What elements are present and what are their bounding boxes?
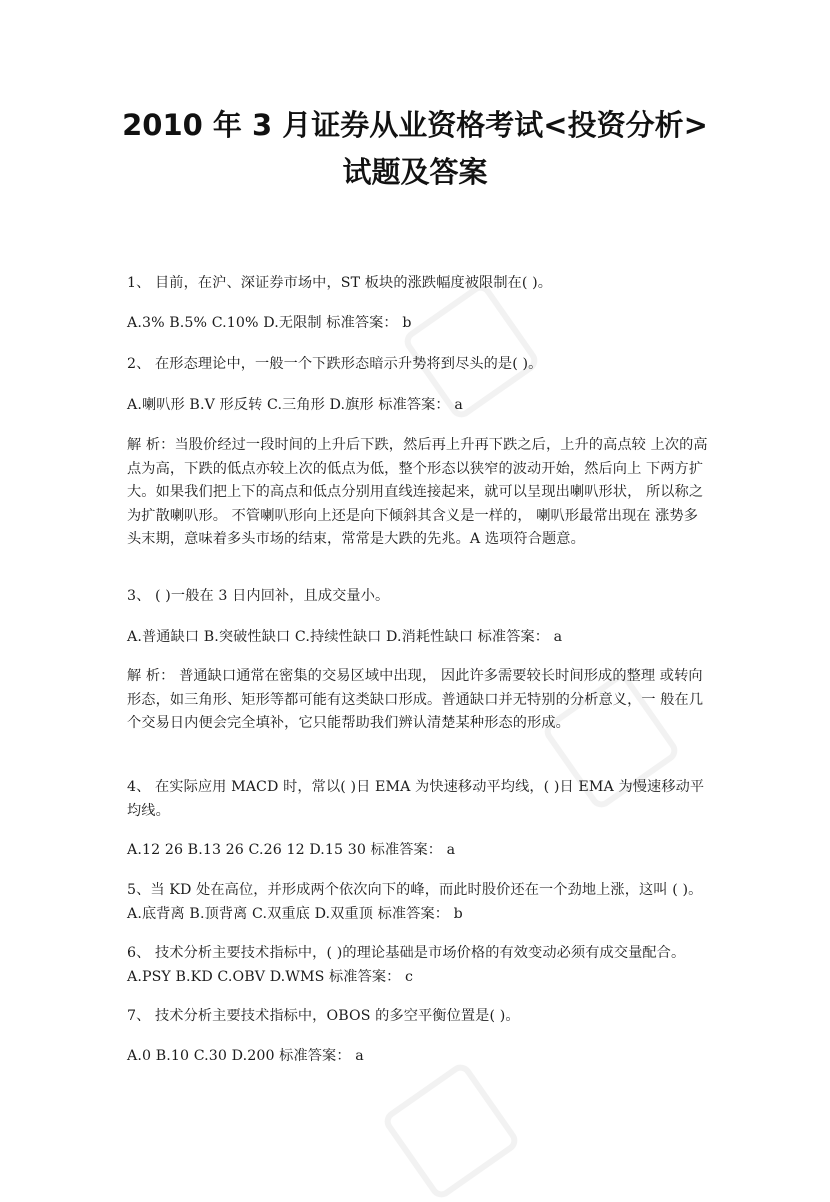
watermark [380, 1060, 522, 1202]
question-5: 5、当 KD 处在高位，并形成两个依次向下的峰，而此时股价还在一个劲地上涨，这叫 ( )。 A.底背离 B.顶背离 C.双重底 D.双重顶 标准答案： b [127, 882, 703, 922]
question-6: 6、 技术分析主要技术指标中，( )的理论基础是市场价格的有效变动必须有成交量配合。 A.PSY B.KD C.OBV D.WMS 标准答案： c [127, 945, 686, 985]
document-title-line1: 2010 年 3 月证券从业资格考试<投资分析> [122, 108, 708, 142]
answer-2: A.喇叭形 B.V 形反转 C.三角形 D.旗形 标准答案： a [127, 397, 463, 413]
question-7: 7、 技术分析主要技术指标中，OBOS 的多空平衡位置是( )。 [127, 1008, 520, 1024]
answer-1: A.3% B.5% C.10% D.无限制 标准答案： b [127, 315, 412, 331]
explanation-2: 解 析：当股价经过一段时间的上升后下跌，然后再上升再下跌之后，上升的高点较 上次的高点为高，下跌的低点亦较上次的低点为低，整个形态以狭窄的波动开始，然后向上 下两方扩大。如果我们把上下的高点和低点分别用直线连接起来，就可以呈现出喇叭形状， 所以称之为扩散喇叭形。 不管喇叭形向上还是向下倾斜其含义是一样的， 喇叭形最常出现在 涨势多头末期，意味着多头市场的结束，常常是大跌的先兆。A 选项符合题意。 [127, 437, 708, 547]
answer-4: A.12 26 B.13 26 C.26 12 D.15 30 标准答案： a [127, 842, 456, 858]
question-3: 3、 ( )一般在 3 日内回补，且成交量小。 [127, 588, 390, 604]
question-4: 4、 在实际应用 MACD 时，常以( )日 EMA 为快速移动平均线，( )日 EMA 为慢速移动平均线。 [127, 779, 705, 819]
explanation-3: 解 析： 普通缺口通常在密集的交易区域中出现， 因此许多需要较长时间形成的整理 或转向形态，如三角形、矩形等都可能有这类缺口形成。普通缺口并无特别的分析意义，一 般在几个交易日内便会完全填补，它只能帮助我们辨认清楚某种形态的形成。 [127, 668, 704, 731]
answer-7: A.0 B.10 C.30 D.200 标准答案： a [127, 1048, 364, 1064]
question-1: 1、 目前，在沪、深证券市场中，ST 板块的涨跌幅度被限制在( )。 [127, 275, 553, 291]
document-title-line2: 试题及答案 [342, 155, 488, 189]
answer-3: A.普通缺口 B.突破性缺口 C.持续性缺口 D.消耗性缺口 标准答案： a [127, 629, 563, 645]
question-2: 2、 在形态理论中，一般一个下跌形态暗示升势将到尽头的是( )。 [127, 356, 543, 372]
